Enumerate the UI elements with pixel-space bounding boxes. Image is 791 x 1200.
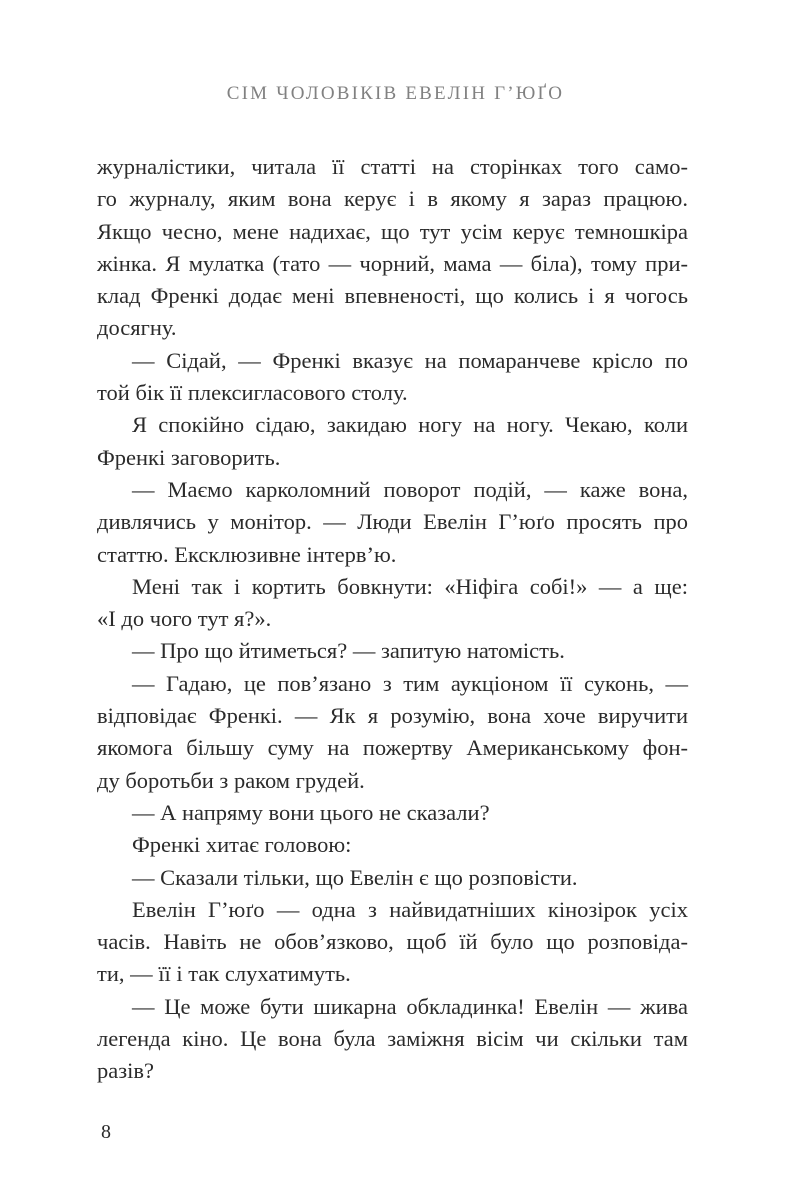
- text-line-content: статтю. Ексклюзивне інтерв’ю.: [97, 541, 397, 567]
- text-line-content: «І до чого тут я?».: [97, 606, 272, 632]
- text-line: [97, 765, 688, 797]
- text-line: [97, 442, 688, 474]
- text-line: [97, 183, 688, 215]
- text-line: [97, 409, 688, 441]
- body-text: [97, 151, 688, 1088]
- text-line-content: Френкі хитає головою:: [132, 832, 352, 858]
- text-line: [97, 894, 688, 926]
- text-line-content: дивлячись у монітор. — Люди Евелін Г’юґо просять про: [97, 509, 688, 535]
- text-line-content: той бік її плексигласового столу.: [97, 380, 408, 406]
- text-line: [97, 732, 688, 764]
- page-number: 8: [101, 1121, 111, 1143]
- text-line-content: — Гадаю, це пов’язано з тим аукціоном її суконь, —: [132, 670, 688, 696]
- text-line: [97, 635, 688, 667]
- text-line: [97, 571, 688, 603]
- text-line: [97, 668, 688, 700]
- text-line: [97, 991, 688, 1023]
- text-line-content: легенда кіно. Це вона була заміжня вісім чи скільки там: [97, 1026, 688, 1052]
- text-line: [97, 1023, 688, 1055]
- text-line-content: клад Френкі додає мені впевненості, що колись і я чогось: [97, 283, 688, 309]
- text-line: [97, 958, 688, 990]
- text-line-content: ду боротьби з раком грудей.: [97, 767, 365, 793]
- text-line: [97, 700, 688, 732]
- text-line: [97, 312, 688, 344]
- text-line-content: Я спокійно сідаю, закидаю ногу на ногу. Чекаю, коли: [132, 412, 688, 438]
- text-line: [97, 377, 688, 409]
- text-line-content: го журналу, яким вона керує і в якому я зараз працюю.: [97, 186, 688, 212]
- text-line-content: — Сказали тільки, що Евелін є що розповісти.: [132, 864, 578, 890]
- text-line-content: відповідає Френкі. — Як я розумію, вона хоче виручити: [97, 703, 688, 729]
- text-line-content: часів. Навіть не обов’язково, щоб їй було що розповіда-: [97, 929, 688, 955]
- text-line: [97, 926, 688, 958]
- text-line-content: Френкі заговорить.: [97, 444, 281, 470]
- text-line: [97, 474, 688, 506]
- text-line-content: — Про що йтиметься? — запитую натомість.: [132, 638, 565, 664]
- text-line: [97, 603, 688, 635]
- text-line: [97, 1055, 688, 1087]
- text-line-content: журналістики, читала її статті на сторінках того само-: [97, 154, 688, 179]
- text-line-content: разів?: [97, 1058, 154, 1084]
- text-line-content: ти, — її і так слухатимуть.: [97, 961, 351, 987]
- text-line: [97, 829, 688, 861]
- text-line-content: Мені так і кортить бовкнути: «Ніфіга собі!» — а ще:: [132, 573, 688, 599]
- text-line-content: — Сідай, — Френкі вказує на помаранчеве крісло по: [132, 347, 688, 373]
- text-line: [97, 216, 688, 248]
- running-header: СІМ ЧОЛОВІКІВ ЕВЕЛІН Г’ЮҐО: [226, 83, 565, 104]
- text-line-content: — А напряму вони цього не сказали?: [132, 799, 490, 825]
- text-line-content: — Це може бути шикарна обкладинка! Евелін — жива: [132, 993, 688, 1019]
- text-line: [97, 280, 688, 312]
- text-line: [97, 248, 688, 280]
- text-line: [97, 797, 688, 829]
- text-line-content: — Маємо карколомний поворот подій, — каже вона,: [132, 476, 688, 502]
- text-line-content: жінка. Я мулатка (тато — чорний, мама — біла), тому при-: [97, 250, 688, 276]
- text-line-content: досягну.: [97, 315, 177, 341]
- text-line: [97, 151, 688, 183]
- text-line: [97, 862, 688, 894]
- text-line: [97, 506, 688, 538]
- text-line: [97, 539, 688, 571]
- text-line-content: Якщо чесно, мене надихає, що тут усім керує темношкіра: [97, 218, 688, 244]
- text-line-content: якомога більшу суму на пожертву Американському фон-: [97, 735, 688, 761]
- text-line: [97, 345, 688, 377]
- text-line-content: Евелін Г’юґо — одна з найвидатніших кінозірок усіх: [132, 896, 688, 922]
